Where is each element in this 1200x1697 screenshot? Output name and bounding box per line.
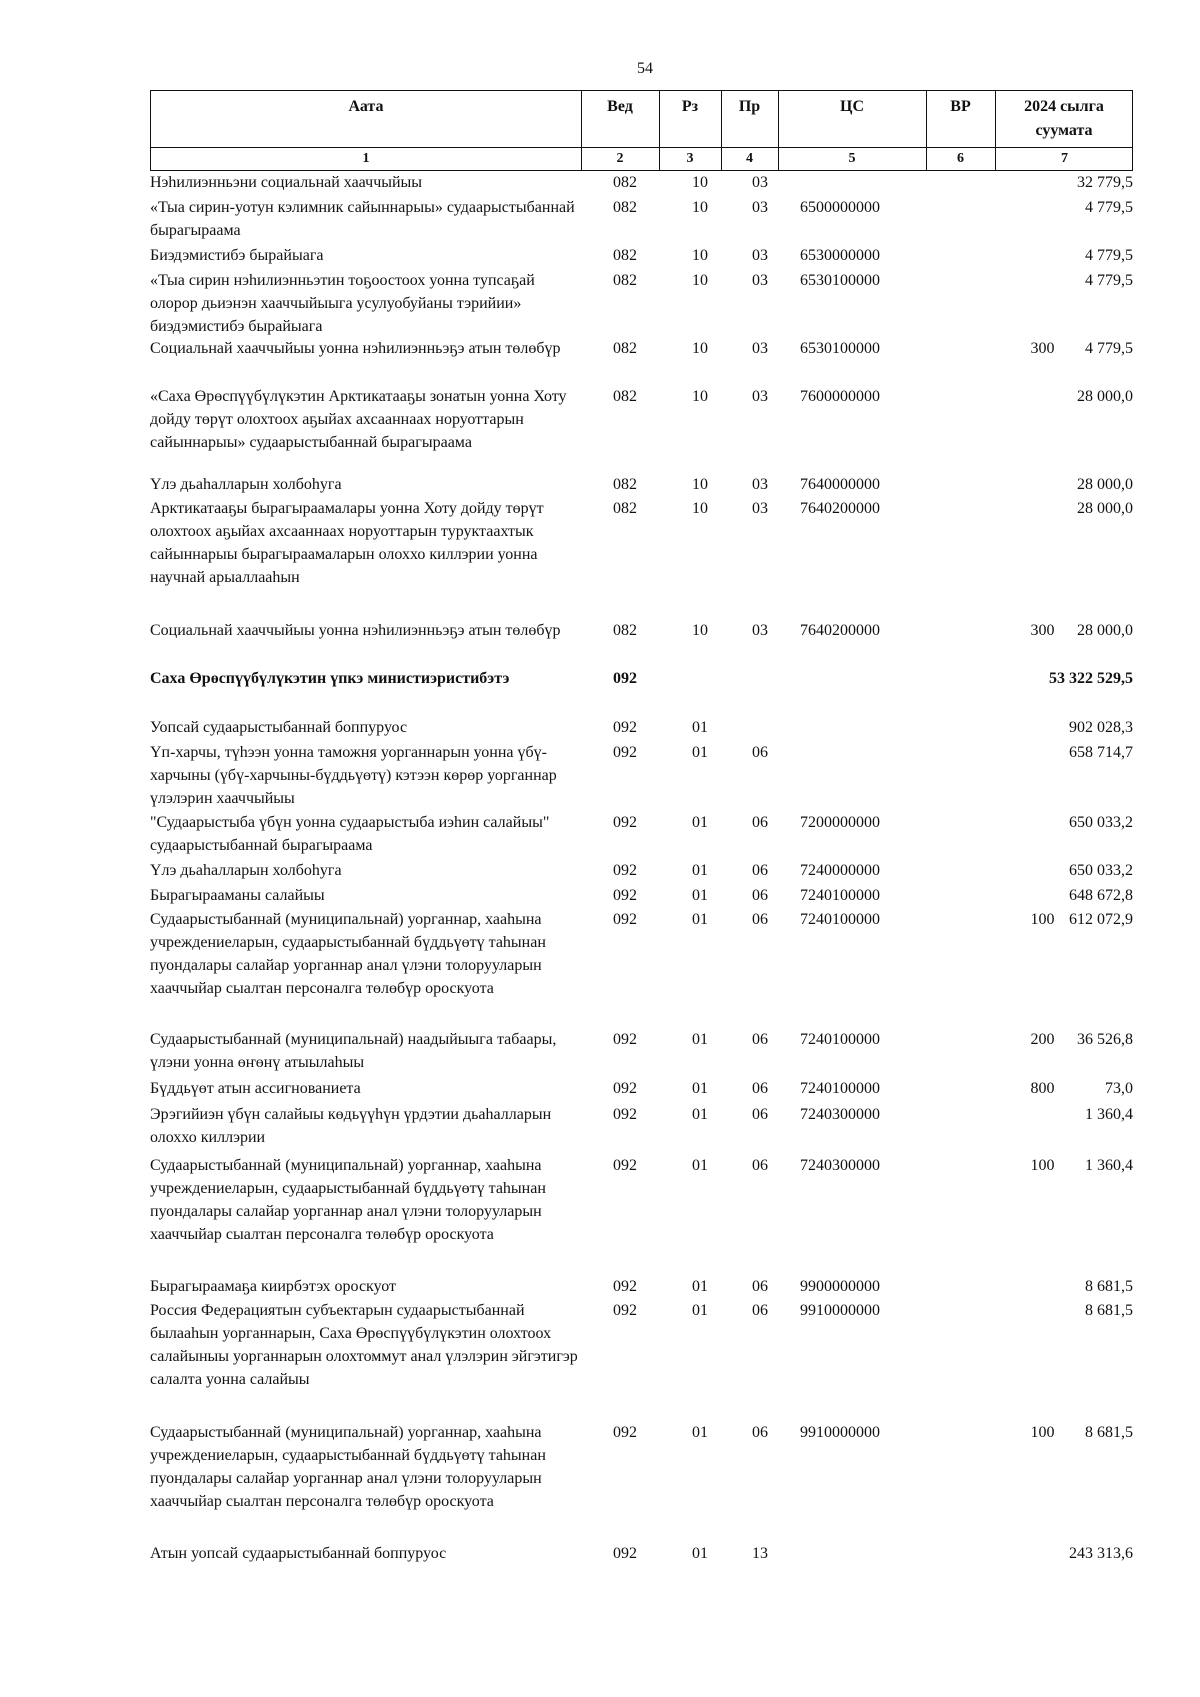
row-vr: 200 — [1030, 1031, 1055, 1048]
row-pr: 06 — [752, 1302, 768, 1319]
row-sum: 36 526,8 — [1077, 1031, 1133, 1048]
row-sum: 4 779,5 — [1085, 199, 1133, 216]
header-num-4: 4 — [746, 151, 753, 166]
row-pr: 03 — [752, 340, 768, 357]
row-name: Биэдэмистибэ бырайыага — [150, 247, 324, 264]
row-name: «Тыа сирин нэһилиэнньэтин тоҕоостоох уонна тупсаҕай олорор дьиэнэн хааччыйыыга усулуобуйаны тэрийии» биэдэмистибэ бырайыага — [150, 272, 535, 335]
row-rz: 10 — [692, 340, 708, 357]
row-rz: 01 — [692, 1080, 708, 1097]
row-sum: 1 360,4 — [1085, 1106, 1133, 1123]
row-pr: 06 — [752, 887, 768, 904]
row-name: Судаарыстыбаннай (муниципальнай) наадыйыыга табаары, үлэни уонна өҥөнү атыылаһыы — [150, 1031, 557, 1071]
row-name: «Тыа сирин-уотун кэлимник сайыннарыы» судаарыстыбаннай бырагыраама — [150, 199, 575, 239]
row-cs: 6530100000 — [800, 340, 880, 357]
row-pr: 06 — [752, 862, 768, 879]
header-sum: 2024 сылга суумата — [1024, 98, 1104, 139]
row-sum: 8 681,5 — [1085, 1302, 1133, 1319]
row-name: Эрэгийиэн үбүн салайыы көдьүүһүн үрдэтии дьаһалларын олоххо киллэрии — [150, 1106, 552, 1146]
header-num-7: 7 — [1061, 151, 1068, 166]
row-rz: 01 — [692, 1302, 708, 1319]
row-name: Үп-харчы, түһээн уонна таможня уорганнарын уонна үбү-харчыны (үбү-харчыны-бүддьүөтү) кэтээн көрөр уорганнар үлэлэрин хааччыйыы — [150, 744, 557, 807]
row-sum: 53 322 529,5 — [1049, 670, 1133, 687]
row-ved: 092 — [613, 1157, 637, 1174]
row-sum: 658 714,7 — [1069, 744, 1133, 761]
row-vr: 100 — [1030, 911, 1055, 928]
row-pr: 06 — [752, 1278, 768, 1295]
page-number: 54 — [637, 60, 653, 77]
row-sum: 243 313,6 — [1069, 1545, 1133, 1562]
header-cs: ЦС — [840, 98, 864, 115]
row-pr: 13 — [752, 1545, 768, 1562]
row-ved: 082 — [613, 388, 637, 405]
row-cs: 6500000000 — [800, 199, 880, 216]
row-cs: 7640200000 — [800, 500, 880, 517]
row-sum: 650 033,2 — [1069, 862, 1133, 879]
row-sum: 1 360,4 — [1085, 1157, 1133, 1174]
header-num-2: 2 — [616, 151, 624, 166]
row-sum: 902 028,3 — [1069, 719, 1133, 736]
row-name: Судаарыстыбаннай (муниципальнай) уорганнар, хааһына учреждениеларын, судаарыстыбаннай бүддьүөтү таһынан пуондалары салайар уорганнар анал үлэни толорууларын хааччыйар сыалтан персоналга төлөбүр ороскуота — [150, 911, 546, 997]
row-rz: 01 — [692, 1157, 708, 1174]
row-ved: 092 — [613, 887, 637, 904]
header-pr: Пр — [738, 98, 761, 115]
row-rz: 01 — [692, 911, 708, 928]
row-rz: 01 — [692, 1278, 708, 1295]
row-cs: 7640000000 — [800, 476, 880, 493]
row-sum: 4 779,5 — [1085, 340, 1133, 357]
header-num-3: 3 — [686, 151, 694, 166]
row-cs: 9910000000 — [800, 1424, 880, 1441]
row-vr: 300 — [1030, 622, 1055, 639]
row-cs: 7240100000 — [800, 887, 880, 904]
row-pr: 06 — [752, 1031, 768, 1048]
row-rz: 01 — [692, 1031, 708, 1048]
row-rz: 01 — [692, 744, 708, 761]
row-name: Үлэ дьаһалларын холбоһуга — [150, 862, 342, 879]
row-pr: 03 — [752, 174, 768, 191]
row-name: Бырагыраамаҕа киирбэтэх ороскуот — [150, 1278, 396, 1295]
row-pr: 03 — [752, 622, 768, 639]
row-cs: 7200000000 — [800, 814, 880, 831]
row-name: «Саха Өрөспүүбүлүкэтин Арктикатааҕы зонатын уонна Хоту дойду төрүт олохтоох аҕыйах ахсааннаах норуоттарын сайыннарыы» судаарыстыбаннай бырагыраама — [150, 388, 567, 451]
row-name: Уопсай судаарыстыбаннай боппуруос — [150, 719, 408, 736]
row-ved: 082 — [613, 622, 637, 639]
header-ved: Вед — [607, 98, 633, 115]
row-pr: 06 — [752, 744, 768, 761]
row-sum: 612 072,9 — [1069, 911, 1133, 928]
row-sum: 73,0 — [1105, 1080, 1133, 1097]
row-name: Нэһилиэнньэни социальнай хааччыйыы — [150, 174, 423, 191]
row-ved: 092 — [613, 911, 637, 928]
row-ved: 092 — [613, 1031, 637, 1048]
row-rz: 10 — [692, 199, 708, 216]
row-rz: 01 — [692, 814, 708, 831]
row-vr: 800 — [1030, 1080, 1055, 1097]
row-pr: 03 — [752, 476, 768, 493]
row-rz: 01 — [692, 719, 708, 736]
row-cs: 7240100000 — [800, 1080, 880, 1097]
row-ved: 082 — [613, 174, 637, 191]
row-pr: 03 — [752, 247, 768, 264]
row-cs: 6530100000 — [800, 272, 880, 289]
row-name: Саха Өрөспүүбүлүкэтин үпкэ министиэристибэтэ — [150, 670, 510, 687]
row-rz: 01 — [692, 1545, 708, 1562]
table-header — [150, 90, 1133, 171]
row-ved: 092 — [613, 1080, 637, 1097]
row-cs: 9900000000 — [800, 1278, 880, 1295]
header-num-5: 5 — [848, 151, 856, 166]
row-name: Үлэ дьаһалларын холбоһуга — [150, 476, 342, 493]
row-rz: 01 — [692, 862, 708, 879]
row-pr: 03 — [752, 500, 768, 517]
row-sum: 4 779,5 — [1085, 247, 1133, 264]
row-cs: 7240100000 — [800, 1031, 880, 1048]
row-rz: 01 — [692, 1106, 708, 1123]
row-sum: 28 000,0 — [1077, 476, 1133, 493]
row-name: Арктикатааҕы бырагыраамалары уонна Хоту дойду төрүт олохтоох аҕыйах ахсааннаах норуоттарын туруктаахтык сайыннарыы бырагыраамаларын олоххо киллэрии уонна научнай арыаллааһын — [150, 500, 544, 586]
row-ved: 092 — [613, 1545, 637, 1562]
row-name: "Судаарыстыба үбүн уонна судаарыстыба иэһин салайыы" судаарыстыбаннай бырагыраама — [150, 814, 550, 854]
row-sum: 8 681,5 — [1085, 1278, 1133, 1295]
row-ved: 092 — [613, 814, 637, 831]
row-pr: 06 — [752, 1424, 768, 1441]
row-pr: 06 — [752, 814, 768, 831]
row-cs: 7240300000 — [800, 1106, 880, 1123]
row-rz: 10 — [692, 272, 708, 289]
row-rz: 10 — [692, 388, 708, 405]
row-cs: 7240300000 — [800, 1157, 880, 1174]
row-name: Бүддьүөт атын ассигнованиета — [150, 1080, 361, 1097]
row-sum: 4 779,5 — [1085, 272, 1133, 289]
row-ved: 092 — [613, 719, 637, 736]
row-ved: 082 — [613, 340, 637, 357]
row-cs: 6530000000 — [800, 247, 880, 264]
row-pr: 03 — [752, 199, 768, 216]
row-ved: 082 — [613, 476, 637, 493]
row-name: Атын уопсай судаарыстыбаннай боппуруос — [150, 1545, 447, 1562]
row-rz: 10 — [692, 247, 708, 264]
row-rz: 10 — [692, 500, 708, 517]
row-ved: 092 — [613, 1302, 637, 1319]
row-sum: 28 000,0 — [1077, 622, 1133, 639]
row-pr: 06 — [752, 911, 768, 928]
row-rz: 01 — [692, 887, 708, 904]
row-vr: 300 — [1030, 340, 1055, 357]
row-pr: 06 — [752, 1080, 768, 1097]
row-ved: 092 — [613, 1106, 637, 1123]
row-vr: 100 — [1030, 1424, 1055, 1441]
row-rz: 10 — [692, 476, 708, 493]
row-name: Бырагырааманы салайыы — [150, 887, 325, 904]
row-ved: 082 — [613, 500, 637, 517]
row-sum: 648 672,8 — [1069, 887, 1133, 904]
header-rz: Рз — [681, 98, 699, 115]
row-rz: 10 — [692, 174, 708, 191]
row-ved: 092 — [613, 744, 637, 761]
header-vr: ВР — [950, 98, 971, 115]
row-cs: 7640200000 — [800, 622, 880, 639]
row-pr: 06 — [752, 1106, 768, 1123]
row-sum: 28 000,0 — [1077, 388, 1133, 405]
row-ved: 082 — [613, 247, 637, 264]
row-rz: 10 — [692, 622, 708, 639]
row-cs: 7600000000 — [800, 388, 880, 405]
row-name: Судаарыстыбаннай (муниципальнай) уорганнар, хааһына учреждениеларын, судаарыстыбаннай бүддьүөтү таһынан пуондалары салайар уорганнар анал үлэни толорууларын хааччыйар сыалтан персоналга төлөбүр ороскуота — [150, 1157, 546, 1243]
row-cs: 9910000000 — [800, 1302, 880, 1319]
row-ved: 082 — [613, 272, 637, 289]
row-sum: 32 779,5 — [1077, 174, 1133, 191]
row-ved: 092 — [613, 1278, 637, 1295]
row-name: Социальнай хааччыйыы уонна нэһилиэнньэҕэ атын төлөбүр — [150, 340, 561, 357]
row-sum: 8 681,5 — [1085, 1424, 1133, 1441]
header-num-6: 6 — [957, 151, 964, 166]
row-sum: 650 033,2 — [1069, 814, 1133, 831]
row-cs: 7240100000 — [800, 911, 880, 928]
row-ved: 092 — [613, 862, 637, 879]
row-pr: 06 — [752, 1157, 768, 1174]
row-name: Россия Федерациятын субъектарын судаарыстыбаннай былааһын уорганнарын, Саха Өрөспүүбүлүкэтин олохтоох салайыныы уорганнарын олохтоммут анал үлэлэрин эйгэтигэр салалта уонна салайыы — [150, 1302, 578, 1388]
row-vr: 100 — [1030, 1157, 1055, 1174]
row-cs: 7240000000 — [800, 862, 880, 879]
header-num-1: 1 — [362, 151, 370, 166]
row-sum: 28 000,0 — [1077, 500, 1133, 517]
row-pr: 03 — [752, 388, 768, 405]
row-ved: 092 — [613, 670, 637, 687]
row-pr: 03 — [752, 272, 768, 289]
row-rz: 01 — [692, 1424, 708, 1441]
row-ved: 082 — [613, 199, 637, 216]
row-ved: 092 — [613, 1424, 637, 1441]
row-name: Судаарыстыбаннай (муниципальнай) уорганнар, хааһына учреждениеларын, судаарыстыбаннай бүддьүөтү таһынан пуондалары салайар уорганнар анал үлэни толорууларын хааччыйар сыалтан персоналга төлөбүр ороскуота — [150, 1424, 546, 1510]
row-name: Социальнай хааччыйыы уонна нэһилиэнньэҕэ атын төлөбүр — [150, 622, 561, 639]
header-name: Аата — [348, 98, 384, 115]
